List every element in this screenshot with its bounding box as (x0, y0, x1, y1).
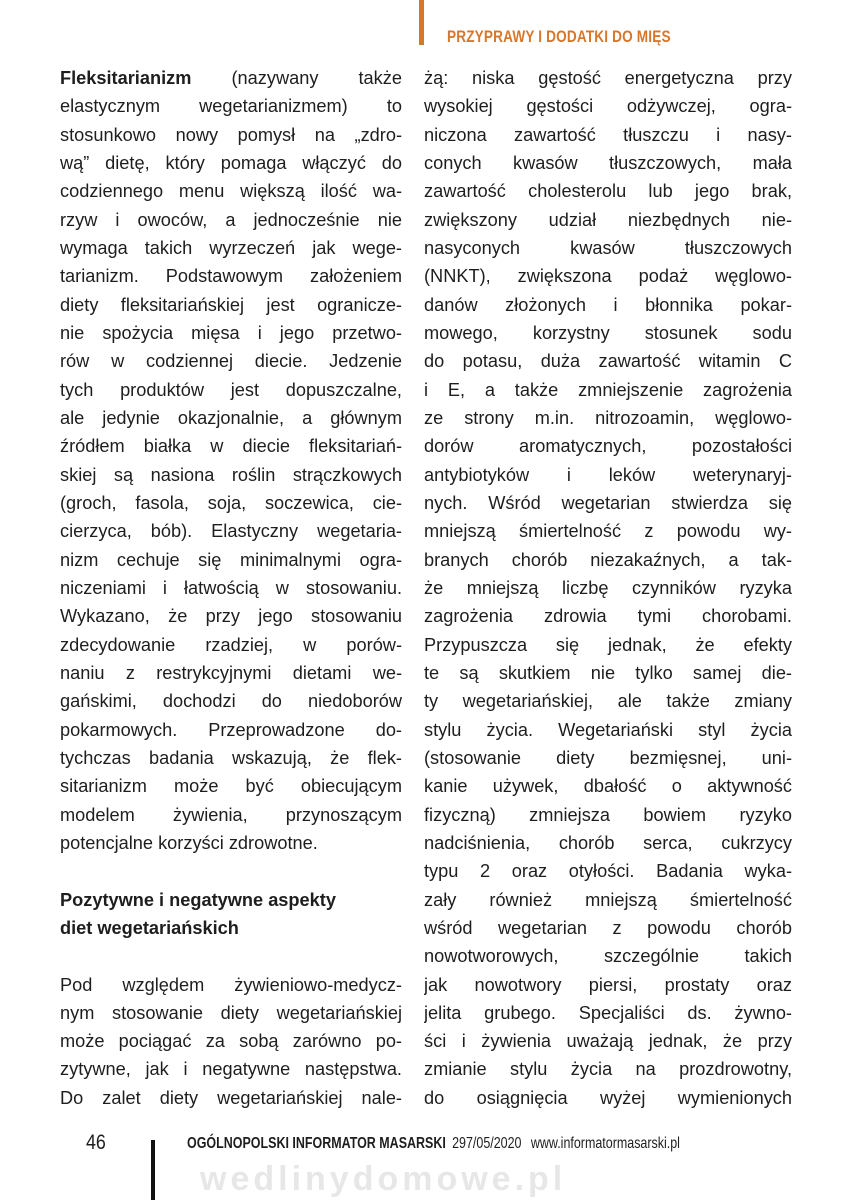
text-line: rów w codziennej diecie. Jedzenie (60, 351, 402, 372)
text-line: ty wegetariańskiej, ale także zmiany (424, 691, 792, 712)
paragraph-1 (60, 92, 402, 857)
text-line: nych. Wśród wegetarian stwierdza się (424, 492, 792, 513)
text-line: mowego, korzystny stosunek sodu (424, 322, 792, 343)
text-line: skiej są nasiona roślin strączkowych (60, 464, 402, 485)
text-line: diety fleksitariańskiej jest ogranicze- (60, 294, 402, 315)
text-line: (stosowanie diety bezmięsnej, uni- (424, 747, 792, 768)
text-line: jelita grubego. Specjaliści ds. żywno- (424, 1002, 792, 1023)
intro-rest: (nazywany także (231, 68, 402, 88)
text-line: nowotworowych, szczególnie takich (424, 946, 792, 967)
footer-divider (151, 1140, 155, 1200)
issue-number: 297/05/2020 (452, 1135, 522, 1152)
text-line: nym stosowanie diety wegetariańskiej (60, 1002, 402, 1023)
text-line: (groch, fasola, soja, soczewica, cie- (60, 492, 402, 513)
text-line: nadciśnienia, chorób serca, cukrzycy (424, 832, 792, 853)
right-column (424, 64, 792, 1112)
text-line: branych chorób niezakaźnych, a tak- (424, 549, 792, 570)
text-line: Wykazano, że przy jego stosowaniu (60, 606, 402, 627)
text-line: te są skutkiem nie tylko samej die- (424, 662, 792, 683)
paragraph-3 (424, 64, 792, 1112)
text-line: ści i żywienia uważają jednak, że przy (424, 1031, 792, 1052)
text-line: Przypuszcza się jednak, że efekty (424, 634, 792, 655)
text-line: stosunkowo nowy pomysł na „zdro- (60, 124, 402, 145)
text-line: cierzyca, bób). Elastyczny wegetaria- (60, 521, 402, 542)
text-line: że mniejszą liczbę czynników ryzyka (424, 577, 792, 598)
text-line: elastycznym wegetarianizmem) to (60, 96, 402, 117)
left-column (60, 64, 402, 1112)
text-line: zawartość cholesterolu lub jego brak, (424, 181, 792, 202)
text-line: (NNKT), zwiększona podaż węglowo- (424, 266, 792, 287)
header-accent-bar (419, 0, 424, 45)
text-line: Do zalet diety wegetariańskiej nale- (60, 1087, 402, 1108)
paragraph-2 (60, 971, 402, 1113)
text-line: zagrożenia zdrowia tymi chorobami. (424, 606, 792, 627)
text-line: i E, a także zmniejszenie zagrożenia (424, 379, 792, 400)
publication-name: OGÓLNOPOLSKI INFORMATOR MASARSKI (187, 1135, 446, 1152)
text-line: tychczas badania wskazują, że flek- (60, 747, 402, 768)
text-line: danów złożonych i błonnika pokar- (424, 294, 792, 315)
text-line: gańskimi, dochodzi do niedoborów (60, 691, 402, 712)
text-line: wą” dietę, który pomaga włączyć do (60, 152, 402, 173)
text-line: tych produktów jest dopuszczalne, (60, 379, 402, 400)
website-link[interactable]: www.informatormasarski.pl (530, 1135, 680, 1152)
text-line: żą: niska gęstość energetyczna przy (424, 68, 792, 88)
text-line: nizm cechuje się minimalnymi ogra- (60, 549, 402, 570)
text-line: pokarmowych. Przeprowadzone do- (60, 719, 402, 740)
intro-term: Fleksitarianizm (60, 68, 192, 88)
text-line: ale jedynie okazjonalnie, a głównym (60, 407, 402, 428)
text-line: nie spożycia mięsa i jego przetwo- (60, 322, 402, 343)
text-line: do potasu, duża zawartość witamin C (424, 351, 792, 372)
text-line: rzyw i owoców, a jednocześnie nie (60, 209, 402, 230)
text-line: modelem żywienia, przynoszącym (60, 804, 402, 825)
text-line: zytywne, jak i negatywne następstwa. (60, 1059, 402, 1080)
text-line: antybiotyków i leków weterynaryj- (424, 464, 792, 485)
text-line: niczeniami i łatwością w stosowaniu. (60, 577, 402, 598)
text-line: sitarianizm może być obiecującym (60, 776, 402, 797)
text-line: kanie używek, dbałość o aktywność (424, 776, 792, 797)
text-line: Pozytywne i negatywne aspekty (60, 889, 336, 910)
text-line: źródłem białka w diecie fleksitariań- (60, 436, 402, 457)
text-line: conych kwasów tłuszczowych, mała (424, 152, 792, 173)
text-line: stylu życia. Wegetariański styl życia (424, 719, 792, 740)
text-line: może pociągać za sobą zarówno po- (60, 1031, 402, 1052)
intro-line (60, 64, 402, 92)
text-line: ze strony m.in. nitrozoamin, węglowo- (424, 407, 792, 428)
text-line: niczona zawartość tłuszczu i nasy- (424, 124, 792, 145)
text-line: zały również mniejszą śmiertelność (424, 889, 792, 910)
page-number: 46 (86, 1131, 106, 1154)
text-line: dorów aromatycznych, pozostałości (424, 436, 792, 457)
text-line: fizyczną) zmniejsza bowiem ryzyko (424, 804, 792, 825)
text-line: potencjalne korzyści zdrowotne. (60, 832, 318, 853)
text-line: typu 2 oraz otyłości. Badania wyka- (424, 861, 792, 882)
text-line: codziennego menu większą ilość wa- (60, 181, 402, 202)
text-line: naniu z restrykcyjnymi dietami we- (60, 662, 402, 683)
text-line: mniejszą śmiertelność z powodu wy- (424, 521, 792, 542)
text-line: wysokiej gęstości odżywczej, ogra- (424, 96, 792, 117)
text-line: zwiększony udział niezbędnych nie- (424, 209, 792, 230)
text-line: diet wegetariańskich (60, 917, 239, 938)
text-line: do osiągnięcia wyżej wymienionych (424, 1087, 792, 1108)
section-title: PRZYPRAWY I DODATKI DO MIĘS (447, 27, 671, 46)
footer (187, 1135, 689, 1153)
text-line: jak nowotwory piersi, prostaty oraz (424, 974, 792, 995)
section-heading (60, 886, 402, 943)
text-line: nasyconych kwasów tłuszczowych (424, 237, 792, 258)
watermark: wedlinydomowe.pl (200, 1160, 567, 1198)
text-line: tarianizm. Podstawowym założeniem (60, 266, 402, 287)
text-line: zdecydowanie rzadziej, w porów- (60, 634, 402, 655)
text-line: Pod względem żywieniowo-medycz- (60, 974, 402, 995)
text-line: wymaga takich wyrzeczeń jak wege- (60, 237, 402, 258)
text-line: zmianie stylu życia na prozdrowotny, (424, 1059, 792, 1080)
text-line: wśród wegetarian z powodu chorób (424, 917, 792, 938)
